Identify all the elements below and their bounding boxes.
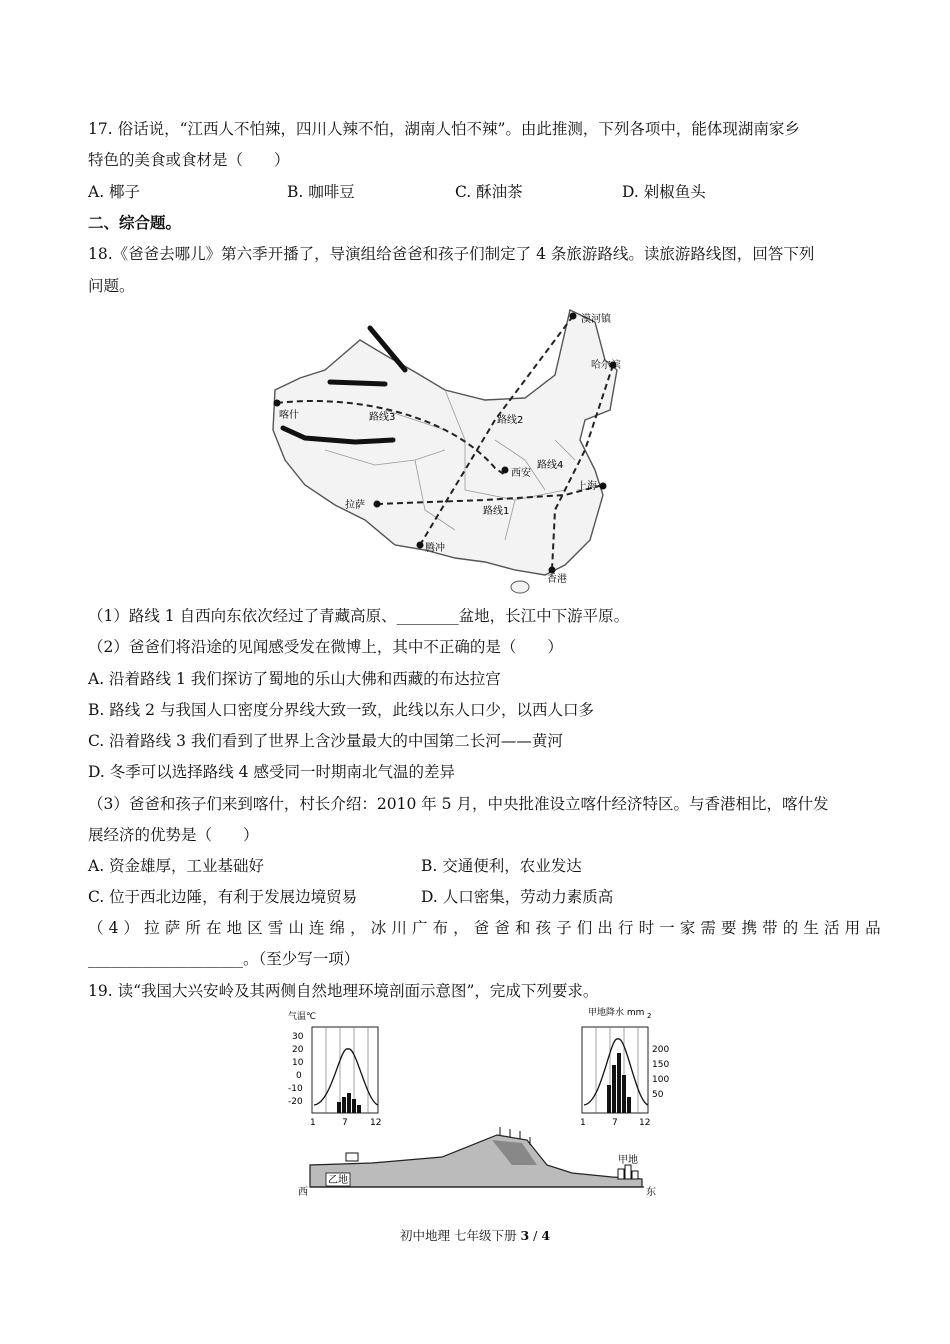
q17-option-a: A. 椰子: [88, 183, 141, 201]
q17-option-d: D. 剁椒鱼头: [622, 183, 706, 201]
right-chart-label-suffix: 2: [647, 1012, 652, 1020]
left-temperature-curve: [314, 1049, 378, 1105]
label-place-b: 乙地: [328, 1175, 348, 1186]
city-label-mohe: 漠河镇: [581, 314, 611, 325]
city-shanghai-dot: [600, 483, 607, 490]
q18-sub3-option-b: B. 交通便利，农业发达: [421, 857, 582, 875]
china-route-map: [265, 300, 625, 595]
daxinganling-profile-figure: [282, 1005, 670, 1200]
label-place-a: 甲地: [618, 1155, 638, 1166]
terrain-profile: [310, 1135, 642, 1187]
left-month-12: 12: [370, 1118, 382, 1128]
city-buildings-east: [618, 1165, 638, 1179]
q18-sub2-option-d: D. 冬季可以选择路线 4 感受同一时期南北气温的差异: [88, 763, 455, 781]
q17-option-c: C. 酥油茶: [455, 183, 523, 201]
house-west: [346, 1153, 358, 1161]
q18-sub4-line2: ____________________。（至少写一项）: [88, 950, 360, 968]
section-title: 二、综合题。: [88, 213, 182, 232]
right-precip-bars: [607, 1053, 631, 1113]
left-tick-minus20: -20: [288, 1097, 303, 1107]
left-tick-20: 20: [292, 1045, 304, 1055]
right-tick-50: 50: [652, 1090, 664, 1100]
right-tick-150: 150: [652, 1060, 670, 1070]
q18-sub3-option-a: A. 资金雄厚，工业基础好: [88, 857, 265, 875]
q18-sub3-line2: 展经济的优势是（ ）: [88, 826, 259, 844]
q18-sub2-option-b: B. 路线 2 与我国人口密度分界线大致一致，此线以东人口少，以西人口多: [88, 701, 594, 719]
right-tick-200: 200: [652, 1045, 670, 1055]
city-kashgar-dot: [274, 400, 281, 407]
left-tick-10: 10: [292, 1058, 304, 1068]
left-month-7: 7: [342, 1118, 348, 1128]
q18-sub1: （1）路线 1 自西向东依次经过了青藏高原、________盆地，长江中下游平原。: [88, 607, 630, 625]
footer-page: 3: [520, 1228, 530, 1243]
city-xian-dot: [502, 467, 509, 474]
hainan-island: [511, 581, 529, 593]
city-tengchong-dot: [417, 542, 424, 549]
city-label-xian: 西安: [511, 468, 531, 479]
right-month-12: 12: [639, 1118, 651, 1128]
left-month-1: 1: [310, 1118, 316, 1128]
left-precip-bars: [337, 1093, 361, 1113]
right-tick-100: 100: [652, 1075, 670, 1085]
right-month-7: 7: [612, 1118, 618, 1128]
q18-stem-line1: 18.《爸爸去哪儿》第六季开播了，导演组给爸爸和孩子们制定了 4 条旅游路线。读旅游路线图，回答下列: [88, 245, 815, 263]
city-label-kashgar: 喀什: [279, 410, 299, 421]
label-east: 东: [646, 1187, 656, 1198]
route-label-4: 路线4: [537, 460, 564, 471]
q18-stem-line2: 问题。: [88, 277, 135, 295]
city-label-shanghai: 上海: [577, 481, 597, 492]
label-west: 西: [298, 1187, 308, 1198]
left-tick-0: 0: [296, 1071, 302, 1081]
q18-sub4-line1: （4）拉萨所在地区雪山连绵，冰川广布，爸爸和孩子们出行时一家需要携带的生活用品: [88, 919, 886, 937]
left-chart-ylabel: 气温℃: [288, 1012, 317, 1022]
q19-stem: 19. 读“我国大兴安岭及其两侧自然地理环境剖面示意图”，完成下列要求。: [88, 982, 599, 1000]
city-mohe-dot: [570, 313, 577, 320]
left-tick-minus10: -10: [288, 1084, 303, 1094]
mountain-range-tianshan: [330, 382, 385, 384]
footer-sep: /: [529, 1228, 542, 1243]
route-label-1: 路线1: [483, 506, 510, 517]
route-label-2: 路线2: [497, 415, 524, 426]
city-label-hongkong: 香港: [547, 574, 567, 585]
city-label-tengchong: 腾冲: [425, 543, 445, 554]
right-month-1: 1: [580, 1118, 586, 1128]
city-label-harbin: 哈尔滨: [591, 360, 621, 371]
q17-option-b: B. 咖啡豆: [287, 183, 355, 201]
q18-sub2: （2）爸爸们将沿途的见闻感受发在微博上，其中不正确的是（ ）: [88, 638, 563, 656]
city-lhasa-dot: [374, 501, 381, 508]
q17-stem-line1: 17. 俗话说，“江西人不怕辣，四川人辣不怕，湖南人怕不辣”。由此推测，下列各项中，能体现湖南家乡: [88, 120, 800, 138]
q18-sub2-option-c: C. 沿着路线 3 我们看到了世界上含沙量最大的中国第二长河——黄河: [88, 732, 563, 750]
left-tick-30: 30: [292, 1032, 304, 1042]
right-chart-label: 甲地降水 mm: [588, 1008, 645, 1018]
q18-sub2-option-a: A. 沿着路线 1 我们探访了蜀地的乐山大佛和西藏的布达拉宫: [88, 670, 501, 688]
footer-total: 4: [541, 1228, 551, 1243]
q17-stem-line2: 特色的美食或食材是（ ）: [88, 151, 290, 169]
city-hongkong-dot: [549, 567, 556, 574]
footer-text: 初中地理 七年级下册: [399, 1228, 521, 1243]
page-footer: [0, 1226, 950, 1244]
china-outline: [273, 310, 617, 575]
city-label-lhasa: 拉萨: [345, 500, 365, 511]
q18-sub3-line1: （3）爸爸和孩子们来到喀什，村长介绍：2010 年 5 月，中央批准设立喀什经济特区。与香港相比，喀什发: [88, 795, 829, 813]
q18-sub3-option-d: D. 人口密集，劳动力素质高: [421, 888, 614, 906]
q18-sub3-option-c: C. 位于西北边陲，有利于发展边境贸易: [88, 888, 358, 906]
route-label-3: 路线3: [369, 412, 396, 423]
